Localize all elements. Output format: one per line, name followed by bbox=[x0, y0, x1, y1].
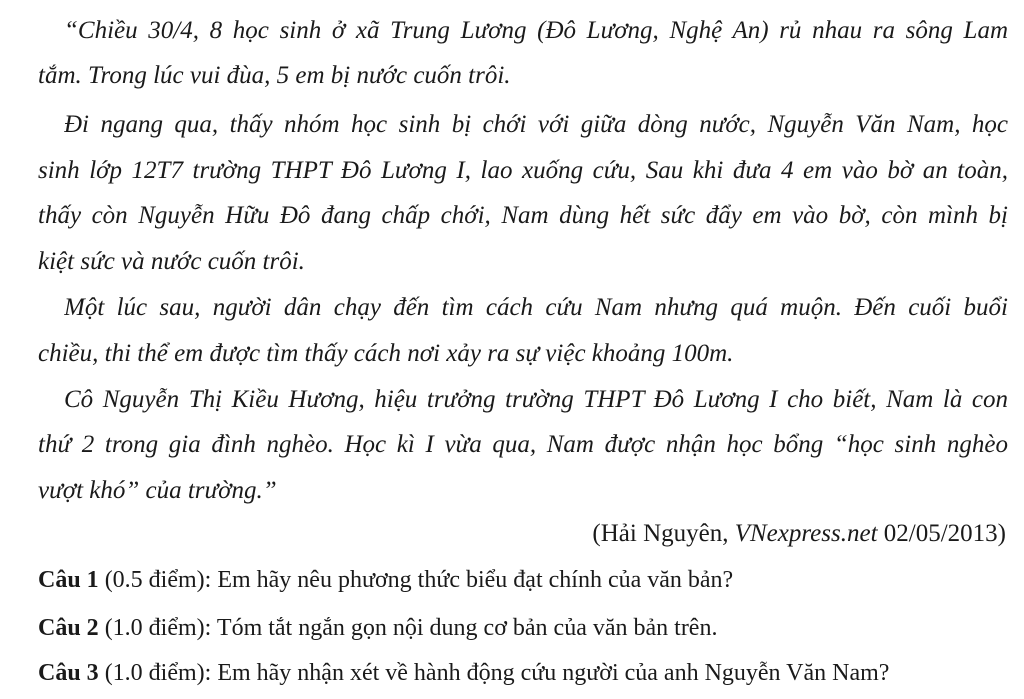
passage-line: Một lúc sau, người dân chạy đến tìm cách cứu Nam nhưng quá muộn. Đến cuối buổi bbox=[64, 294, 1008, 321]
source-prefix: (Hải Nguyên, bbox=[592, 520, 735, 547]
source-site: VNexpress.net bbox=[734, 520, 878, 547]
passage-line: chiều, thi thể em được tìm thấy cách nơi xảy ra sự việc khoảng 100m. bbox=[38, 340, 734, 367]
source-suffix: 02/05/2013) bbox=[877, 520, 1006, 547]
passage-line: Đi ngang qua, thấy nhóm học sinh bị chới với giữa dòng nước, Nguyễn Văn Nam, học bbox=[64, 111, 1008, 138]
question-label: Câu 1 bbox=[38, 567, 99, 593]
question-text: Em hãy nhận xét về hành động cứu người của anh Nguyễn Văn Nam? bbox=[217, 660, 890, 686]
passage-line: thấy còn Nguyễn Hữu Đô đang chấp chới, Nam dùng hết sức đẩy em vào bờ, còn mình bị bbox=[38, 202, 1008, 229]
passage-line: vượt khó” của trường.” bbox=[38, 477, 277, 504]
question-text: Tóm tắt ngắn gọn nội dung cơ bản của văn bản trên. bbox=[216, 615, 718, 641]
source-citation bbox=[592, 519, 1006, 549]
question-label: Câu 2 bbox=[38, 615, 99, 641]
passage-line: Cô Nguyễn Thị Kiều Hương, hiệu trưởng trường THPT Đô Lương I cho biết, Nam là con bbox=[64, 386, 1008, 413]
passage-line: tắm. Trong lúc vui đùa, 5 em bị nước cuốn trôi. bbox=[38, 62, 511, 89]
question-label: Câu 3 bbox=[38, 660, 99, 686]
question-points: (1.0 điểm): bbox=[98, 660, 218, 686]
question-2 bbox=[38, 613, 717, 643]
passage-line: kiệt sức và nước cuốn trôi. bbox=[38, 248, 305, 275]
passage-line: sinh lớp 12T7 trường THPT Đô Lương I, lao xuống cứu, Sau khi đưa 4 em vào bờ an toàn, bbox=[38, 157, 1008, 184]
question-1 bbox=[38, 565, 733, 595]
question-3 bbox=[38, 658, 889, 688]
passage-line: thứ 2 trong gia đình nghèo. Học kì I vừa qua, Nam được nhận học bổng “học sinh nghèo bbox=[38, 431, 1008, 458]
passage-line: “Chiều 30/4, 8 học sinh ở xã Trung Lương (Đô Lương, Nghệ An) rủ nhau ra sông Lam bbox=[64, 17, 1008, 44]
question-points: (0.5 điểm): bbox=[98, 567, 218, 593]
question-points: (1.0 điểm): bbox=[98, 615, 217, 641]
question-text: Em hãy nêu phương thức biểu đạt chính của văn bản? bbox=[217, 567, 734, 593]
